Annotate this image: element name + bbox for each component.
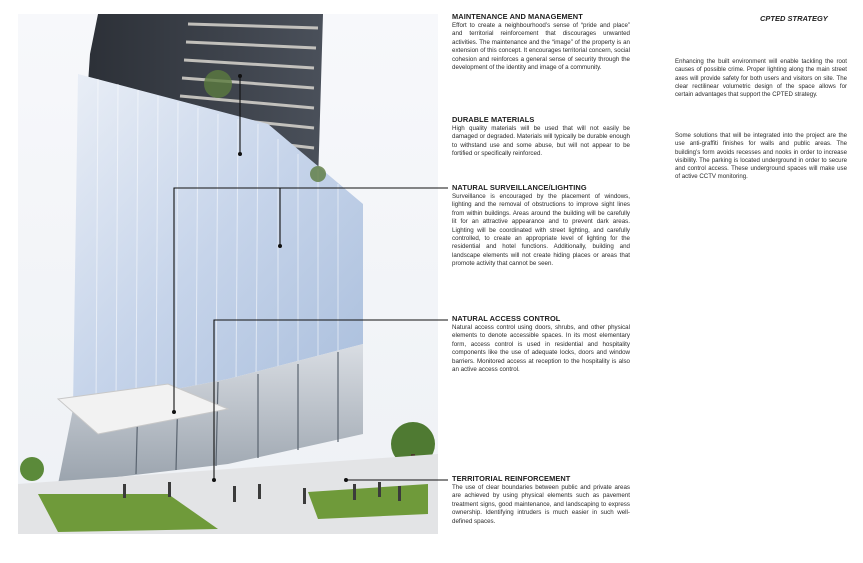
section-body: Surveillance is encouraged by the placement of windows, lighting and the removal of obstructions to improve sight lines from within buildings. Areas around the building will be carefully lit for an attractive appearance and to prevent dark areas. Lighting will be coordinated with street lighting, and carefully controlled, to create an appropriate level of lighting for the residential and hotel functions. Additionally, building and landscape elements will not create hiding places or areas that promote activity that cannot be seen. [452,193,630,268]
cpted-title: CPTED STRATEGY [760,14,828,23]
section-title: DURABLE MATERIALS [452,115,535,124]
section-natural-surveillance [452,183,630,269]
terrace-tree [310,166,326,182]
street-tree [20,457,44,481]
section-title: MAINTENANCE AND MANAGEMENT [452,12,583,21]
section-title: NATURAL ACCESS CONTROL [452,314,561,323]
terrace-tree [204,70,232,98]
section-body: High quality materials will be used that will not easily be damaged or degraded. Materials will typically be durable enough to withstand use and some abuse, but will not appear to be fortified or specifically reinforced. [452,125,630,158]
section-title: TERRITORIAL REINFORCEMENT [452,474,571,483]
section-durable-materials [452,115,630,159]
section-maintenance [452,12,630,72]
section-access-control [452,314,630,374]
section-title: NATURAL SURVEILLANCE/LIGHTING [452,183,587,192]
section-body: Effort to create a neighbourhood’s sense of “pride and place” and territorial reinforcement that discourages unwanted activities. The maintenance and the “image” of the property is an extension of this concept. It encourages territorial concern, social cohesion and reinforces a general sense of security through the development of the identity and image of a community. [452,22,630,72]
section-body: The use of clear boundaries between public and private areas are achieved by using physical elements such as pavement treatment signs, good maintenance, and landscaping to express ownership. Identifying intruders is much easier in such well-defined spaces. [452,484,630,525]
cpted-paragraph: Enhancing the built environment will enable tackling the root causes of possible crime. Proper lighting along the main street axes will provide safety for both users and visitors on site. The clear rectilinear volumetric design of the space allows for certain advantages that support the CPTED strategy. [675,58,847,99]
building-render [18,14,438,534]
section-territorial [452,474,630,526]
cpted-paragraph: Some solutions that will be integrated into the project are the use anti-graffiti finishes for walls and public areas. The building’s form avoids recesses and nooks in order to increase visibility. The parking is located underground in order to secure and control access. These underground spaces will make use of active CCTV monitoring. [675,132,847,181]
section-body: Natural access control using doors, shrubs, and other physical elements to denote accessible spaces. In its most elementary form, access control is used in residential and hospitality components like the use of adequate locks, doors and window barriers. Monitored access at reception to the hospitality is also an active access control. [452,324,630,374]
